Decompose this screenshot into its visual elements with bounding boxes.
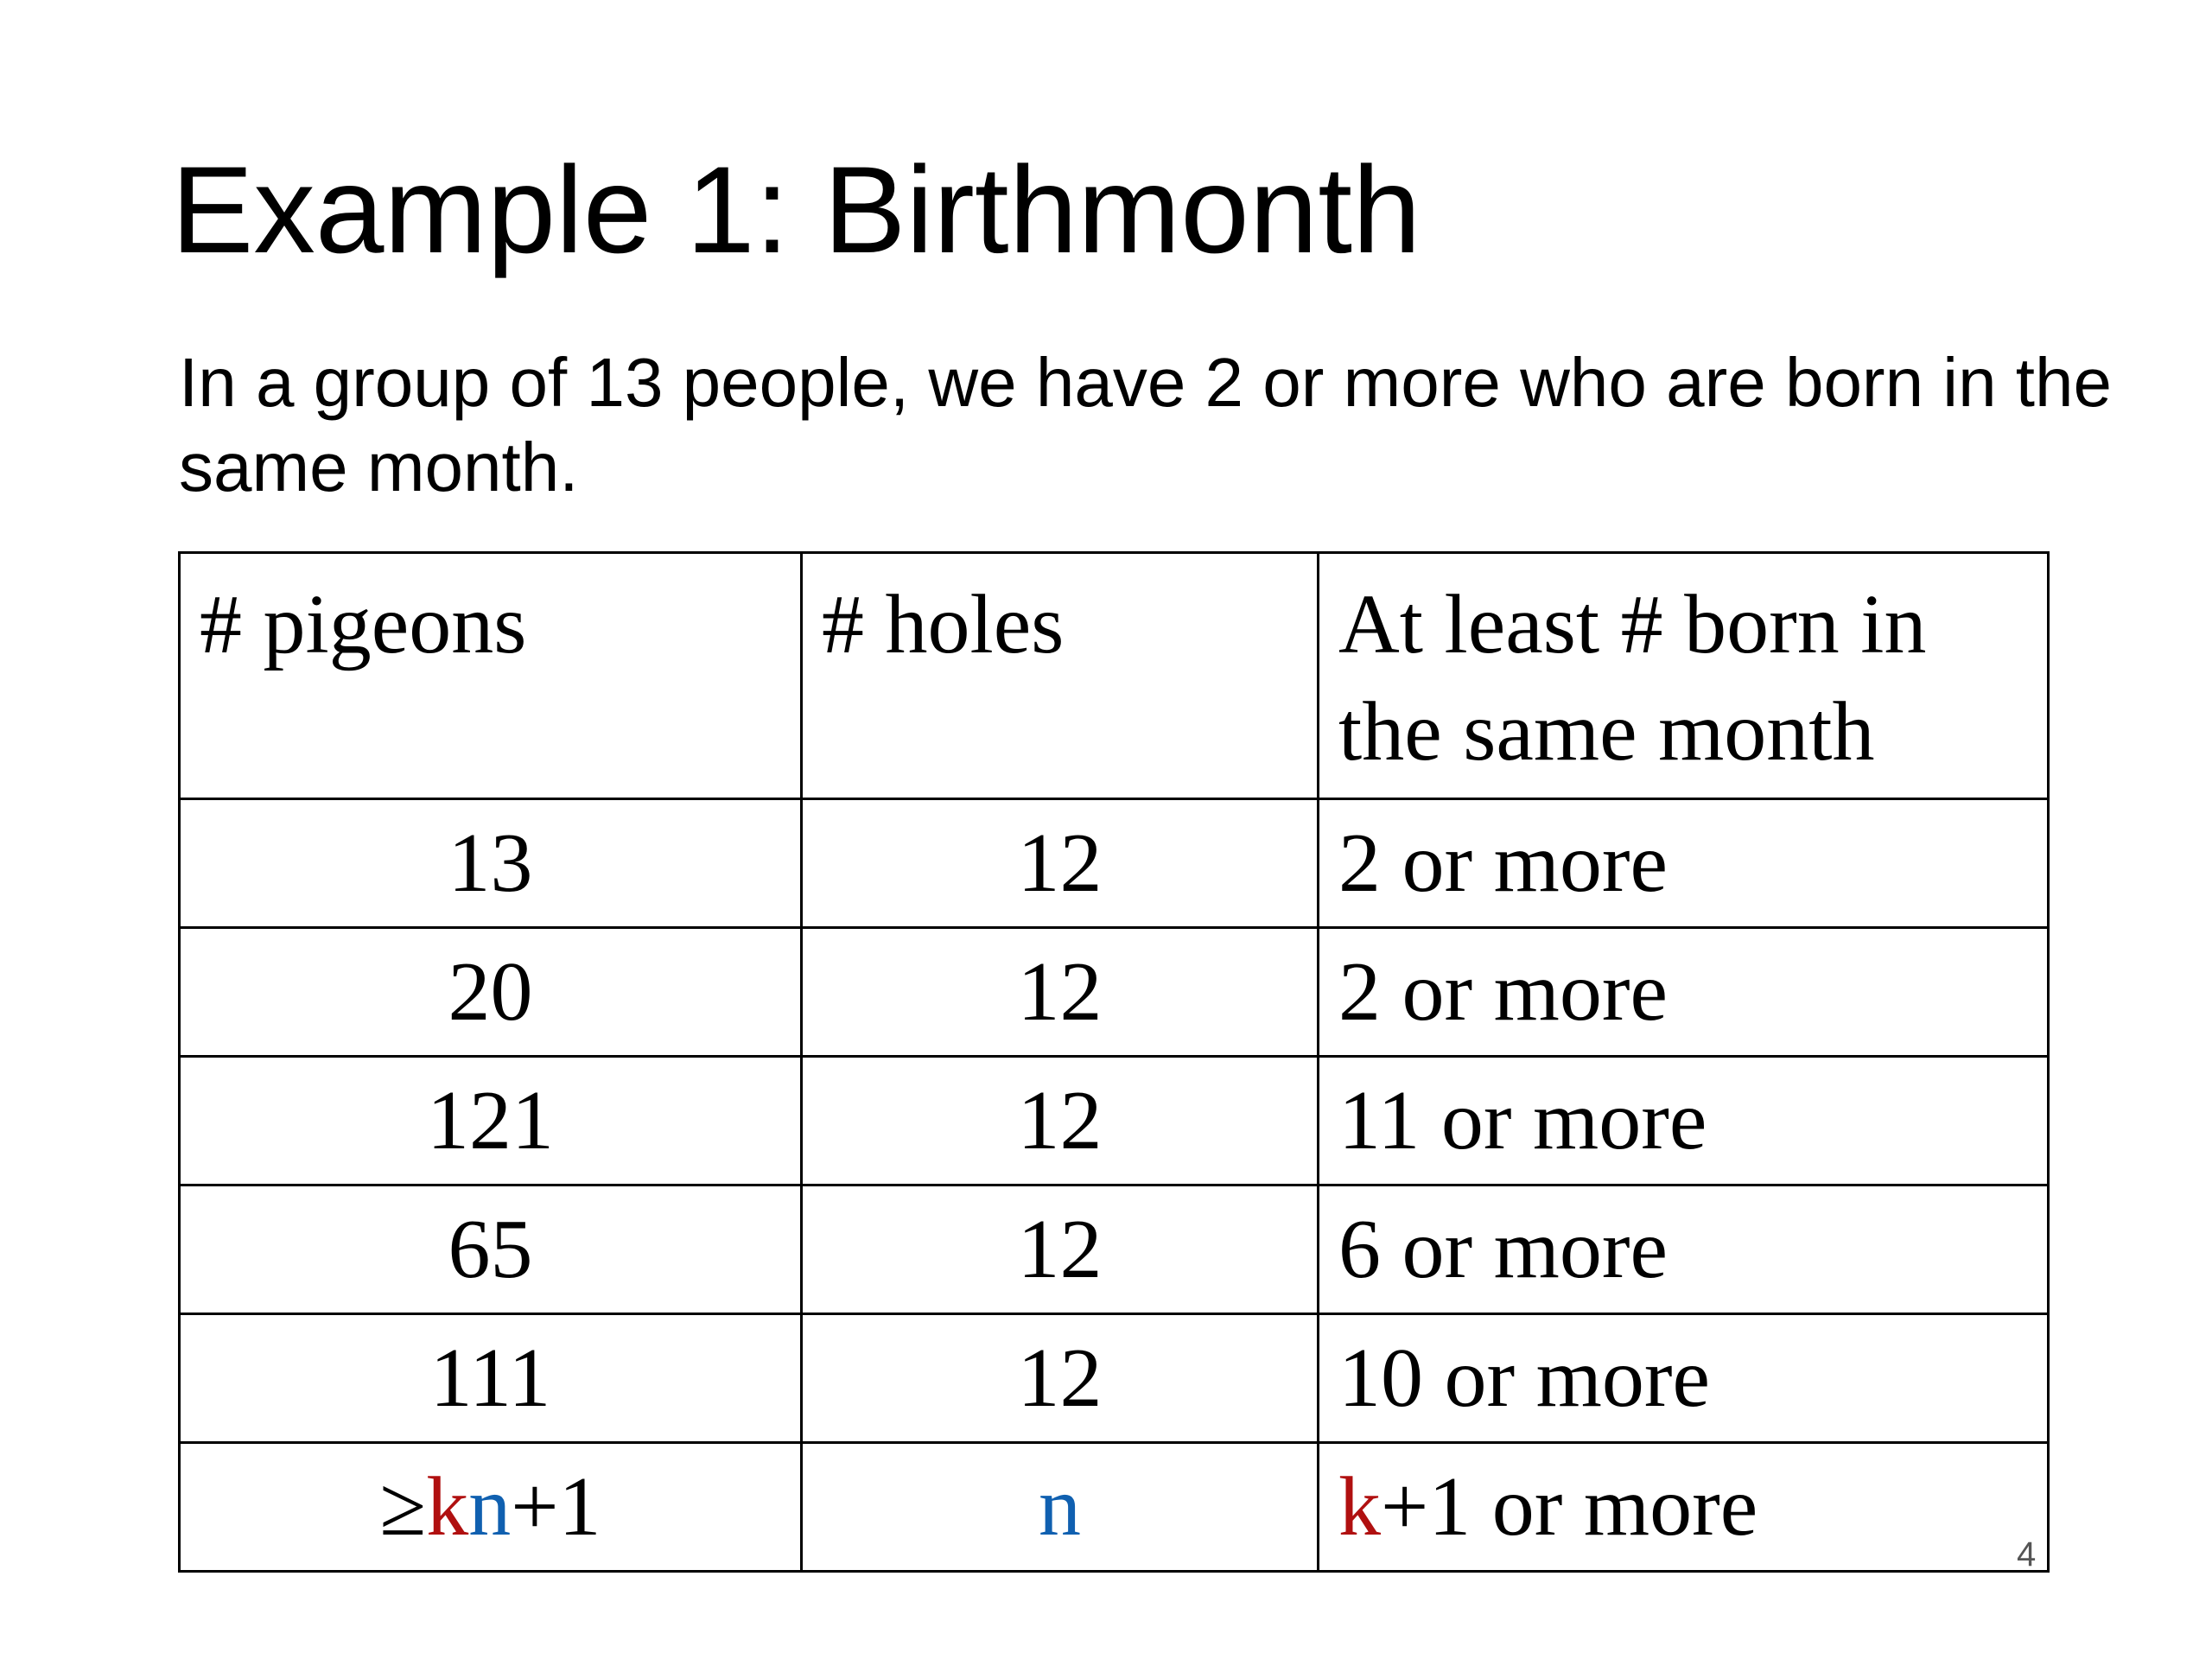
cell-result: 2 or more <box>1319 928 2049 1057</box>
cell-pigeons: 13 <box>180 799 802 928</box>
cell-result: 2 or more <box>1319 799 2049 928</box>
cell-holes: 12 <box>802 799 1319 928</box>
variable-n: n <box>1039 1460 1081 1554</box>
header-at-least: At least # born in the same month <box>1319 553 2049 799</box>
cell-holes: 12 <box>802 1057 1319 1185</box>
cell-result: 6 or more <box>1319 1185 2049 1314</box>
cell-pigeons-formula <box>180 1443 802 1572</box>
header-pigeons: # pigeons <box>180 553 802 799</box>
table-row <box>180 928 2049 1057</box>
table-row <box>180 1314 2049 1443</box>
cell-pigeons: 111 <box>180 1314 802 1443</box>
table-row-general <box>180 1443 2049 1572</box>
table-row <box>180 1185 2049 1314</box>
geq-symbol: ≥ <box>379 1460 427 1554</box>
cell-pigeons: 65 <box>180 1185 802 1314</box>
plus-one: +1 <box>511 1460 601 1554</box>
cell-holes: 12 <box>802 1185 1319 1314</box>
slide-title: Example 1: Birthmonth <box>171 142 1421 279</box>
variable-k: k <box>1338 1460 1381 1554</box>
pigeonhole-table <box>178 551 2050 1573</box>
cell-holes: 12 <box>802 928 1319 1057</box>
variable-k: k <box>426 1460 469 1554</box>
header-holes: # holes <box>802 553 1319 799</box>
table-row <box>180 1057 2049 1185</box>
cell-result: 10 or more <box>1319 1314 2049 1443</box>
cell-holes: 12 <box>802 1314 1319 1443</box>
cell-pigeons: 20 <box>180 928 802 1057</box>
cell-pigeons: 121 <box>180 1057 802 1185</box>
result-suffix: +1 or more <box>1381 1460 1758 1554</box>
slide-subtitle: In a group of 13 people, we have 2 or more who are born in the same month. <box>179 344 2112 505</box>
page-number: 4 <box>2017 1535 2037 1573</box>
table-header-row <box>180 553 2049 799</box>
variable-n: n <box>468 1460 512 1554</box>
table-row <box>180 799 2049 928</box>
cell-result-formula <box>1319 1443 2049 1572</box>
cell-result: 11 or more <box>1319 1057 2049 1185</box>
cell-holes-formula <box>802 1443 1319 1572</box>
